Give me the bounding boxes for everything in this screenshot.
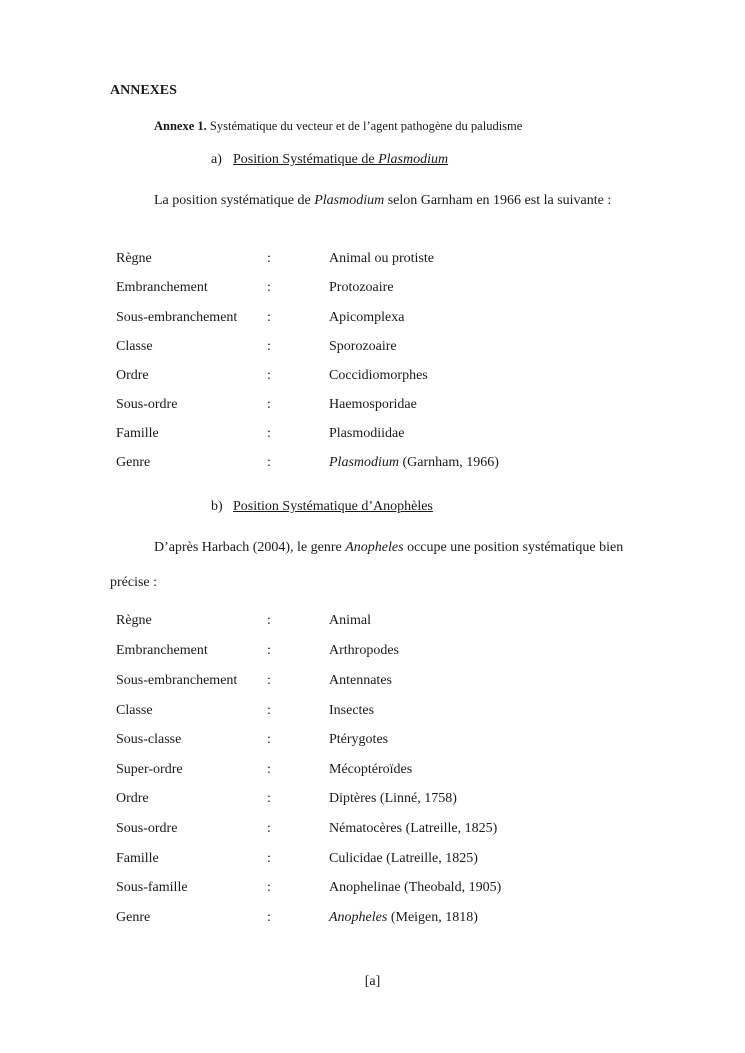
intro-b-line2: précise : xyxy=(110,575,158,590)
rank-label: Ordre xyxy=(116,368,149,383)
section-a-heading: Position Systématique de Plasmodium xyxy=(233,152,449,167)
section-b-title xyxy=(211,499,433,515)
rank-value: Protozoaire xyxy=(329,280,394,295)
rank-value: Plasmodium (Garnham, 1966) xyxy=(329,455,499,470)
rank-label: Genre xyxy=(116,910,151,925)
rank-value: Anopheles (Meigen, 1818) xyxy=(329,910,478,925)
separator: : xyxy=(267,673,271,688)
rank-label: Sous-ordre xyxy=(116,397,178,412)
rank-value: Sporozoaire xyxy=(329,339,397,354)
rank-label: Famille xyxy=(116,426,159,441)
separator: : xyxy=(267,310,271,325)
section-b-heading: Position Systématique d’Anophèles xyxy=(233,499,433,514)
rank-value: Haemosporidae xyxy=(329,397,417,412)
rank-label: Sous-classe xyxy=(116,732,182,747)
rank-value: Animal xyxy=(329,613,371,628)
rank-label: Sous-famille xyxy=(116,880,188,895)
rank-value: Plasmodiidae xyxy=(329,426,405,441)
separator: : xyxy=(267,880,271,895)
page-number: [a] xyxy=(364,974,381,989)
separator: : xyxy=(267,251,271,266)
rank-label: Famille xyxy=(116,851,159,866)
rank-value: Apicomplexa xyxy=(329,310,405,325)
rank-value: Culicidae (Latreille, 1825) xyxy=(329,851,478,866)
separator: : xyxy=(267,851,271,866)
separator: : xyxy=(267,339,271,354)
rank-value: Anophelinae (Theobald, 1905) xyxy=(329,880,502,895)
annexe-label: Annexe 1. xyxy=(154,119,207,133)
separator: : xyxy=(267,368,271,383)
rank-value: Antennates xyxy=(329,673,392,688)
separator: : xyxy=(267,821,271,836)
rank-label: Super-ordre xyxy=(116,762,183,777)
separator: : xyxy=(267,762,271,777)
page-heading: ANNEXES xyxy=(110,83,177,98)
intro-a-paragraph: La position systématique de Plasmodium selon Garnham en 1966 est la suivante : xyxy=(154,193,612,208)
rank-label: Genre xyxy=(116,455,151,470)
rank-label: Sous-embranchement xyxy=(116,673,238,688)
separator: : xyxy=(267,280,271,295)
rank-value: Insectes xyxy=(329,703,375,718)
separator: : xyxy=(267,703,271,718)
separator: : xyxy=(267,613,271,628)
annexe-text: Systématique du vecteur et de l’agent pathogène du paludisme xyxy=(209,119,523,133)
rank-value: Coccidiomorphes xyxy=(329,368,428,383)
separator: : xyxy=(267,397,271,412)
annexe-title xyxy=(154,119,522,134)
separator: : xyxy=(267,643,271,658)
section-a-title xyxy=(211,152,448,168)
rank-value: Arthropodes xyxy=(329,643,399,658)
rank-label: Ordre xyxy=(116,791,149,806)
separator: : xyxy=(267,426,271,441)
rank-value: Ptérygotes xyxy=(329,732,389,747)
rank-label: Embranchement xyxy=(116,643,208,658)
separator: : xyxy=(267,732,271,747)
rank-label: Sous-embranchement xyxy=(116,310,238,325)
rank-value: Animal ou protiste xyxy=(329,251,434,266)
separator: : xyxy=(267,791,271,806)
separator: : xyxy=(267,910,271,925)
rank-value: Mécoptéroïdes xyxy=(329,762,413,777)
rank-value: Diptères (Linné, 1758) xyxy=(329,791,457,806)
rank-value: Nématocères (Latreille, 1825) xyxy=(329,821,498,836)
rank-label: Classe xyxy=(116,703,153,718)
rank-label: Sous-ordre xyxy=(116,821,178,836)
rank-label: Règne xyxy=(116,613,152,628)
rank-label: Embranchement xyxy=(116,280,208,295)
section-b-marker: b) xyxy=(211,499,223,514)
intro-b-paragraph: D’après Harbach (2004), le genre Anopheles occupe une position systématique bien xyxy=(154,540,624,555)
section-a-marker: a) xyxy=(211,152,222,167)
rank-label: Règne xyxy=(116,251,152,266)
rank-label: Classe xyxy=(116,339,153,354)
separator: : xyxy=(267,455,271,470)
